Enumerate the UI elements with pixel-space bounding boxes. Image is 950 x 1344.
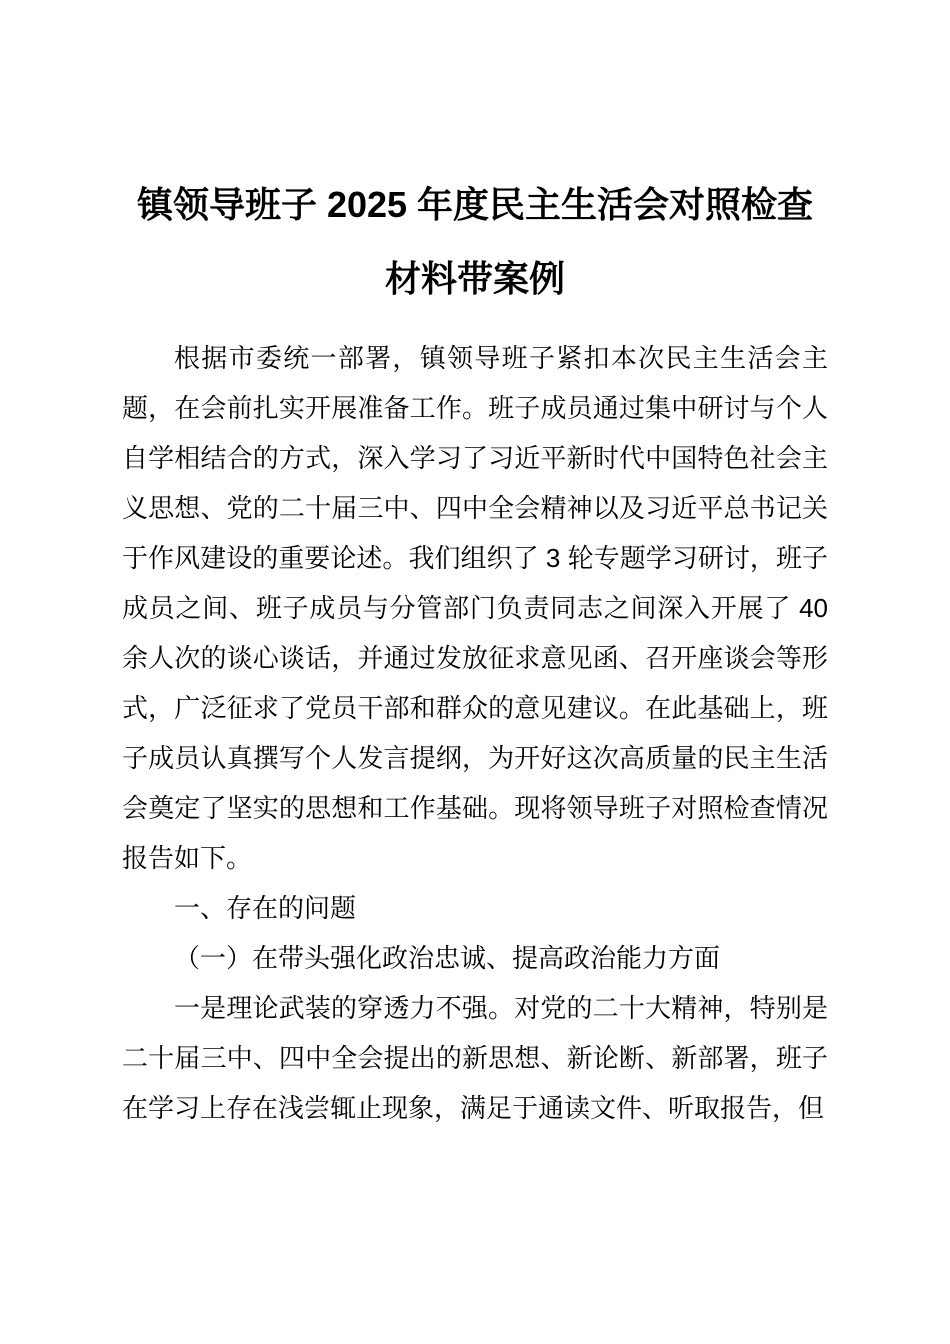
subsection-heading-political-loyalty: （一）在带头强化政治忠诚、提高政治能力方面 — [174, 943, 721, 973]
document-title-line-1: 镇领导班子 2025 年度民主生活会对照检查 — [136, 184, 814, 225]
section-heading-existing-problems: 一、存在的问题 — [174, 893, 357, 923]
document-title-line-2: 材料带案例 — [384, 258, 565, 299]
document-body — [122, 333, 828, 1133]
issue-paragraph-theory-armament: 一是理论武装的穿透力不强。对党的二十大精神，特别是二十届三中、四中全会提出的新思想、新论断、新部署，班子在学习上存在浅尝辄止现象，满足于通读文件、听取报告，但 — [122, 993, 828, 1123]
intro-paragraph: 根据市委统一部署，镇领导班子紧扣本次民主生活会主题，在会前扎实开展准备工作。班子成员通过集中研讨与个人自学相结合的方式，深入学习了习近平新时代中国特色社会主义思想、党的二十届三中、四中全会精神以及习近平总书记关于作风建设的重要论述。我们组织了 3 轮专题学习研讨，班子成员之间、班子成员与分管部门负责同志之间深入开展了 40 余人次的谈心谈话，并通过发放征求意见函、召开座谈会等形式，广泛征求了党员干部和群众的意见建议。在此基础上，班子成员认真撰写个人发言提纲，为开好这次高质量的民主生活会奠定了坚实的思想和工作基础。现将领导班子对照检查情况报告如下。 — [122, 343, 828, 873]
document-title — [0, 168, 950, 316]
